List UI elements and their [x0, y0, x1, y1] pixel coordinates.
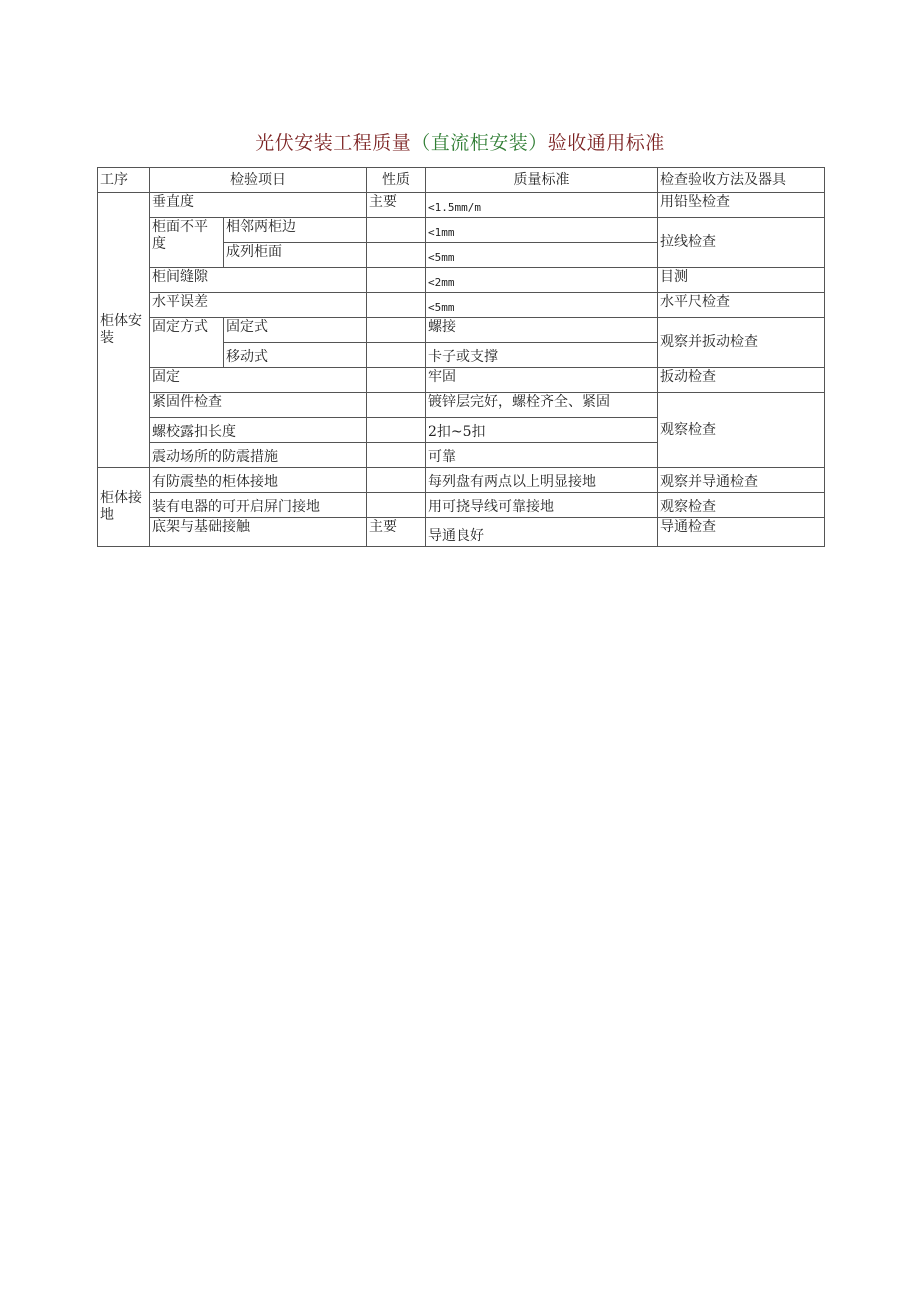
item-cell: 震动场所的防震措施: [150, 443, 367, 468]
item-cell: 垂直度: [150, 193, 367, 218]
item-cell: 柜面不平度: [150, 218, 224, 268]
standard-cell: 2扣~5扣: [426, 418, 658, 443]
method-cell: 观察检查: [658, 493, 825, 518]
method-cell: 导通检查: [658, 518, 825, 547]
header-process: 工序: [98, 168, 150, 193]
header-nature: 性质: [367, 168, 426, 193]
sub-item-cell: 相邻两柜边: [224, 218, 367, 243]
method-cell: 观察检查: [658, 393, 825, 468]
standard-cell: <1.5mm/m: [426, 193, 658, 218]
standard-cell: <2mm: [426, 268, 658, 293]
method-cell: 拉线检查: [658, 218, 825, 268]
header-method: 检查验收方法及器具: [658, 168, 825, 193]
method-cell: 用铅坠检查: [658, 193, 825, 218]
section-cabinet-install: 柜体安装: [98, 193, 150, 468]
table-row: [98, 518, 825, 547]
nature-cell: [367, 218, 426, 243]
nature-cell: [367, 293, 426, 318]
method-cell: 目测: [658, 268, 825, 293]
sub-item-cell: 固定式: [224, 318, 367, 343]
standard-cell: <5mm: [426, 293, 658, 318]
table-row: [98, 493, 825, 518]
method-cell: 观察并导通检查: [658, 468, 825, 493]
standard-cell: 牢固: [426, 368, 658, 393]
item-cell: 水平误差: [150, 293, 367, 318]
standard-cell: 可靠: [426, 443, 658, 468]
method-cell: 观察并扳动检查: [658, 318, 825, 368]
item-cell: 固定方式: [150, 318, 224, 368]
nature-cell: [367, 418, 426, 443]
table-row: [98, 218, 825, 243]
sub-item-cell: 移动式: [224, 343, 367, 368]
title-part-3: 验收通用标准: [547, 132, 665, 154]
item-cell: 固定: [150, 368, 367, 393]
item-cell: 底架与基础接触: [150, 518, 367, 547]
header-item: 检验项日: [150, 168, 367, 193]
standard-cell: 螺接: [426, 318, 658, 343]
section-cabinet-ground: 柜体接地: [98, 468, 150, 547]
table-row: [98, 268, 825, 293]
title-part-2: （直流柜安装）: [411, 132, 548, 154]
acceptance-standard-table: [97, 167, 825, 547]
nature-cell: 主要: [367, 518, 426, 547]
standard-cell: 镀锌层完好，螺栓齐全、紧固: [426, 393, 658, 418]
standard-cell: 导通良好: [426, 518, 658, 547]
item-cell: 柜间缝隙: [150, 268, 367, 293]
table-row: [98, 393, 825, 418]
method-cell: 水平尺检查: [658, 293, 825, 318]
item-cell: 紧固件检查: [150, 393, 367, 418]
table-row: [98, 193, 825, 218]
title-part-1: 光伏安装工程质量: [255, 132, 412, 154]
standard-cell: <1mm: [426, 218, 658, 243]
standard-cell: 卡子或支撑: [426, 343, 658, 368]
standard-cell: 每列盘有两点以上明显接地: [426, 468, 658, 493]
nature-cell: [367, 468, 426, 493]
table-row: [98, 293, 825, 318]
nature-cell: [367, 318, 426, 343]
nature-cell: [367, 243, 426, 268]
item-cell: 装有电器的可开启屏门接地: [150, 493, 367, 518]
nature-cell: [367, 393, 426, 418]
table-header-row: [98, 168, 825, 193]
nature-cell: [367, 268, 426, 293]
page-title: [0, 128, 920, 155]
table-row: [98, 468, 825, 493]
method-cell: 扳动检查: [658, 368, 825, 393]
nature-cell: [367, 368, 426, 393]
header-standard: 质量标准: [426, 168, 658, 193]
nature-cell: [367, 493, 426, 518]
table-row: [98, 318, 825, 343]
table-row: [98, 368, 825, 393]
nature-cell: [367, 443, 426, 468]
nature-cell: [367, 343, 426, 368]
standard-cell: <5mm: [426, 243, 658, 268]
item-cell: 螺校露扣长度: [150, 418, 367, 443]
standard-cell: 用可挠导线可靠接地: [426, 493, 658, 518]
nature-cell: 主要: [367, 193, 426, 218]
sub-item-cell: 成列柜面: [224, 243, 367, 268]
item-cell: 有防震垫的柜体接地: [150, 468, 367, 493]
